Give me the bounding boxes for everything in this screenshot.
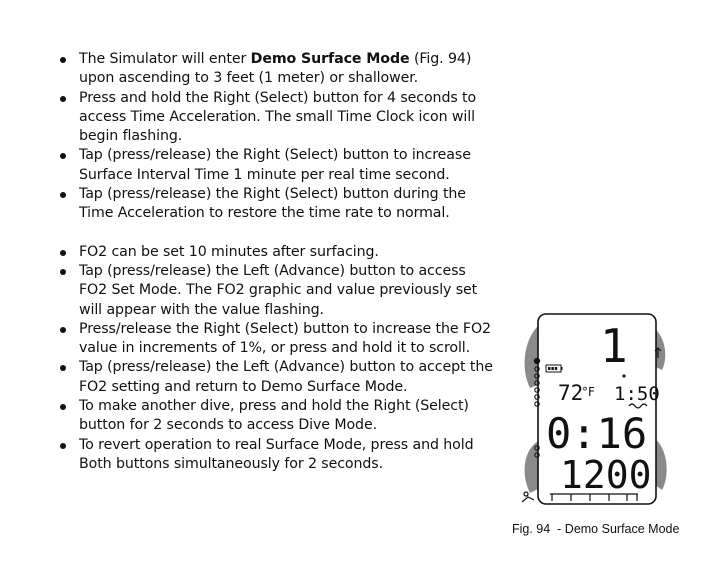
list-item: Press and hold the Right (Select) button for 4 seconds to access Time Acceleration. The small Time Clock icon will begin flashing. <box>58 89 498 147</box>
diver-icon <box>522 492 534 502</box>
instruction-list <box>58 50 498 474</box>
dive-computer-display <box>516 308 690 514</box>
surface-interval: 0:16 <box>546 409 648 458</box>
altitude: 1200 <box>560 453 652 497</box>
list-item: Tap (press/release) the Left (Advance) button to accept the FO2 setting and return to Demo Surface Mode. <box>58 358 498 397</box>
temperature-unit: °F <box>582 385 595 399</box>
time-of-day: 1:50 <box>614 383 660 405</box>
list-item: The Simulator will enter Demo Surface Mode (Fig. 94) upon ascending to 3 feet (1 meter) or shallower. <box>58 50 498 89</box>
list-item: To make another dive, press and hold the Right (Select) button for 2 seconds to access Dive Mode. <box>58 397 498 436</box>
mode-name: Demo Surface Mode <box>250 51 410 67</box>
dive-number: 1 <box>600 319 628 373</box>
figure-caption: Fig. 94 - Demo Surface Mode <box>512 522 680 536</box>
list-item: Tap (press/release) the Right (Select) button during the Time Acceleration to restore the time rate to normal. <box>58 185 498 224</box>
list-item: FO2 can be set 10 minutes after surfacing. <box>58 243 498 262</box>
indicator-dot <box>622 374 625 377</box>
list-item: To revert operation to real Surface Mode, press and hold Both buttons simultaneously for 2 seconds. <box>58 436 498 475</box>
list-item: Tap (press/release) the Left (Advance) button to access FO2 Set Mode. The FO2 graphic and value previously set will appear with the value flashing. <box>58 262 498 320</box>
list-item: Tap (press/release) the Right (Select) button to increase Surface Interval Time 1 minute per real time second. <box>58 146 498 185</box>
list-item: Press/release the Right (Select) button to increase the FO2 value in increments of 1%, or press and hold it to scroll. <box>58 320 498 359</box>
temperature: 72 <box>558 381 584 405</box>
